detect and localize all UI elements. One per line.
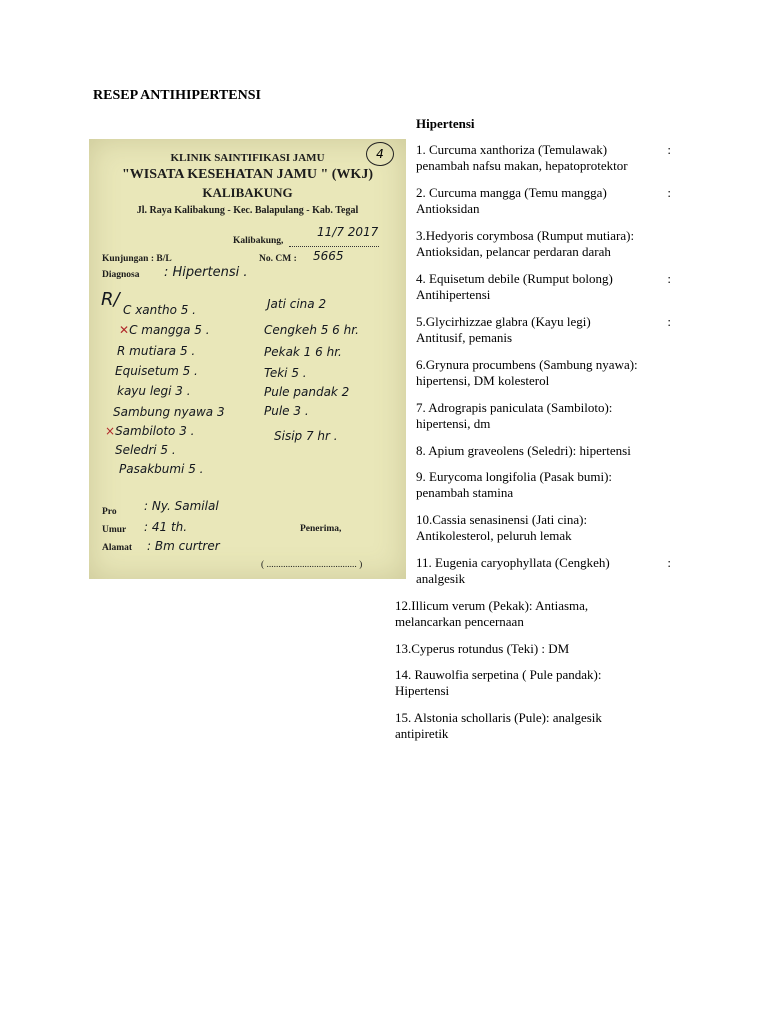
herb-item: 10.Cassia senasinensi (Jati cina): Antikolesterol, peluruh lemak <box>416 512 588 543</box>
herb-left: C xantho 5 . <box>123 303 196 317</box>
diagnosa-value: : Hipertensi . <box>164 265 248 280</box>
prescription-number-badge: 4 <box>366 142 394 166</box>
herb-left: Pasakbumi 5 . <box>119 462 204 476</box>
alamat-value: : Bm curtrer <box>147 539 220 553</box>
no-cm-label: No. CM : <box>259 254 297 264</box>
herb-right: Teki 5 . <box>264 366 307 380</box>
umur-label: Umur <box>102 525 127 535</box>
herb-item: 1. Curcuma xanthoriza (Temulawak) : penambah nafsu makan, hepatoprotektor <box>416 142 671 173</box>
signature-line: ( ...................................... ) <box>261 560 363 570</box>
herb-left: kayu legi 3 . <box>117 384 191 398</box>
herb-right: Pule 3 . <box>264 404 309 418</box>
herb-right: Jati cina 2 <box>267 297 327 311</box>
herb-left: Seledri 5 . <box>115 443 176 457</box>
date-dotline <box>289 245 379 247</box>
herb-item: 2. Curcuma mangga (Temu mangga) : Antioksidan <box>416 185 671 216</box>
herb-item: 13.Cyperus rotundus (Teki) : DM <box>395 641 570 656</box>
herb-left: Equisetum 5 . <box>115 364 198 378</box>
place-label: Kalibakung, <box>233 236 284 246</box>
no-cm-value: 5665 <box>313 249 344 263</box>
clinic-subtitle: "WISATA KESEHATAN JAMU " (WKJ) <box>122 167 373 182</box>
herb-left: ×Sambiloto 3 . <box>105 424 195 438</box>
clinic-location: KALIBAKUNG <box>202 185 293 200</box>
date: 11/7 2017 <box>317 225 379 239</box>
umur-value: : 41 th. <box>144 520 188 534</box>
herb-item: 5.Glycirhizzae glabra (Kayu legi) : Antitusif, pemanis <box>416 314 671 345</box>
herb-right: Cengkeh 5 6 hr. <box>264 323 359 337</box>
herb-item: 8. Apium graveolens (Seledri): hipertensi <box>416 443 631 458</box>
page-title: RESEP ANTIHIPERTENSI <box>93 88 261 103</box>
herb-right: Pule pandak 2 <box>264 385 350 399</box>
clinic-name: KLINIK SAINTIFIKASI JAMU <box>170 152 325 164</box>
herb-item: 7. Adrograpis paniculata (Sambiloto): hipertensi, dm <box>416 400 613 431</box>
herb-right: Pekak 1 6 hr. <box>264 345 342 359</box>
herb-left: R mutiara 5 . <box>117 344 196 358</box>
rc-mark: R/ <box>101 289 120 310</box>
clinic-address: Jl. Raya Kalibakung - Kec. Balapulang - Kab. Tegal <box>136 205 359 216</box>
herb-item: 14. Rauwolfia serpetina ( Pule pandak): Hipertensi <box>395 667 602 698</box>
prescription-photo <box>89 139 406 579</box>
herb-item: 15. Alstonia schollaris (Pule): analgesik antipiretik <box>395 710 602 741</box>
pro-value: : Ny. Samilal <box>144 499 219 513</box>
herb-item: 12.Illicum verum (Pekak): Antiasma, melancarkan pencernaan <box>395 598 589 629</box>
herb-item: 3.Hedyoris corymbosa (Rumput mutiara): Antioksidan, pelancar perdaran darah <box>416 228 635 259</box>
herb-item: 9. Eurycoma longifolia (Pasak bumi): penambah stamina <box>416 469 613 500</box>
herb-left: ✕C mangga 5 . <box>119 323 210 337</box>
herb-left: Sambung nyawa 3 <box>113 405 225 419</box>
herb-item: 4. Equisetum debile (Rumput bolong) : Antihipertensi <box>416 271 671 302</box>
kunjungan-label: Kunjungan : B/L <box>102 254 172 264</box>
herb-right: Sisip 7 hr . <box>274 429 338 443</box>
penerima-label: Penerima, <box>300 524 342 534</box>
alamat-label: Alamat <box>102 543 133 553</box>
herb-item: 6.Grynura procumbens (Sambung nyawa): hipertensi, DM kolesterol <box>416 357 638 388</box>
herb-item: 11. Eugenia caryophyllata (Cengkeh) : analgesik <box>416 555 671 586</box>
diagnosa-label: Diagnosa <box>102 270 140 280</box>
pro-label: Pro <box>102 507 117 517</box>
list-heading: Hipertensi <box>416 116 475 131</box>
